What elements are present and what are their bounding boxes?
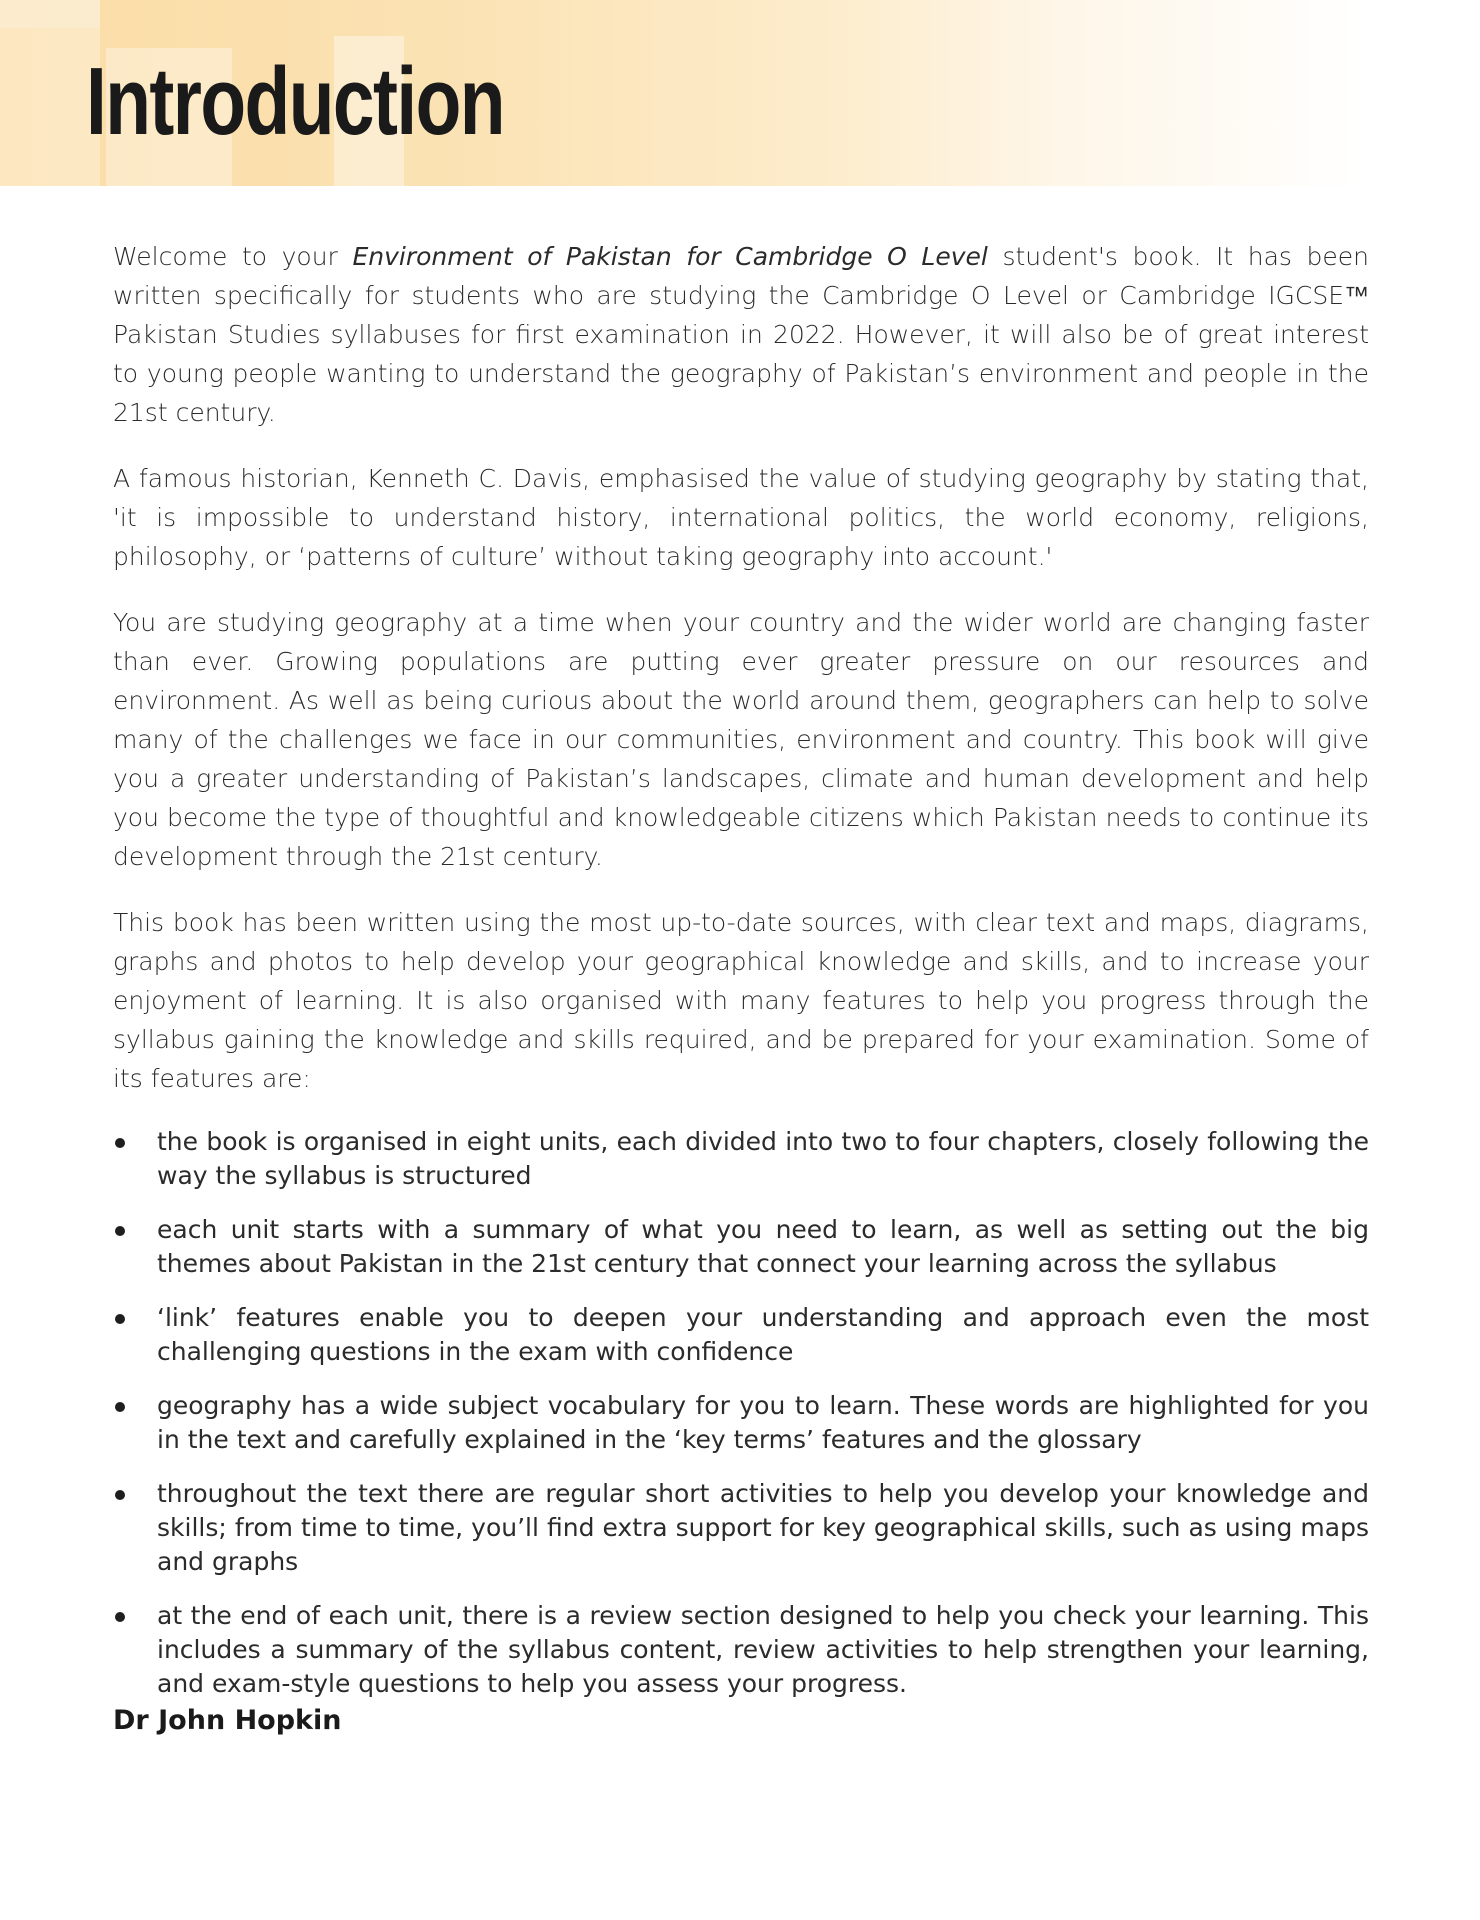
feature-text: ‘link’ features enable you to deepen your understanding and approach even the most challenging questions in the exam with confidence xyxy=(157,1303,1369,1366)
bullet-icon xyxy=(115,1402,125,1412)
intro-text: Welcome to your xyxy=(113,242,353,271)
feature-text: each unit starts with a summary of what you need to learn, as well as setting out the big themes about Pakistan in the 21st century that connect your learning across the syllabus xyxy=(157,1215,1369,1278)
feature-text: geography has a wide subject vocabulary for you to learn. These words are highlighted for you in the text and carefully explained in the ‘key terms’ features and the glossary xyxy=(157,1391,1369,1454)
bullet-icon xyxy=(115,1612,125,1622)
bullet-icon xyxy=(115,1314,125,1324)
bullet-icon xyxy=(115,1138,125,1148)
feature-text: at the end of each unit, there is a review section designed to help you check your learning. This includes a summary of the syllabus content, review activities to help strengthen your learning, and exam-style questions to help you assess your progress. xyxy=(157,1601,1369,1698)
author-signature: Dr John Hopkin xyxy=(113,1705,342,1736)
header-decoration-block xyxy=(0,0,100,28)
features-list-item xyxy=(113,1125,1369,1193)
bullet-icon xyxy=(115,1490,125,1500)
features-list xyxy=(113,1125,1369,1701)
intro-paragraph-4: This book has been written using the most up-to-date sources, with clear text and maps, diagrams, graphs and photos to help develop your geographical knowledge and skills, and to increase your enjoyment of learning. It is also organised with many features to help you progress through the syllabus gaining the knowledge and skills required, and be prepared for your examination. Some of its features are: xyxy=(113,908,1369,1093)
intro-body xyxy=(113,237,1369,1721)
book-title: Environment of Pakistan for Cambridge O Level xyxy=(352,242,988,271)
feature-text: the book is organised in eight units, each divided into two to four chapters, closely following the way the syllabus is structured xyxy=(157,1127,1369,1190)
intro-paragraph-1 xyxy=(113,237,1369,432)
header-band xyxy=(0,0,1480,186)
features-list-item xyxy=(113,1599,1369,1701)
page-title: Introduction xyxy=(86,48,504,155)
intro-paragraph-2: A famous historian, Kenneth C. Davis, emphasised the value of studying geography by stating that, 'it is impossible to understand history, international politics, the world economy, religions, philosophy, or ‘patterns of culture’ without taking geography into account.' xyxy=(113,464,1369,571)
features-list-item xyxy=(113,1301,1369,1369)
features-list-item xyxy=(113,1389,1369,1457)
feature-text: throughout the text there are regular short activities to help you develop your knowledge and skills; from time to time, you’ll find extra support for key geographical skills, such as using maps and graphs xyxy=(157,1479,1369,1576)
bullet-icon xyxy=(115,1226,125,1236)
features-list-item xyxy=(113,1213,1369,1281)
features-list-item xyxy=(113,1477,1369,1579)
intro-text: student's book. It has been written specifically for students who are studying the Cambridge O Level or Cambridge IGCSE™ Pakistan Studies syllabuses for first examination in 2022. However, it will also be of great interest to young people wanting to understand the geography of Pakistan’s environment and people in the 21st century. xyxy=(113,242,1369,427)
intro-paragraph-3: You are studying geography at a time when your country and the wider world are changing faster than ever. Growing populations are putting ever greater pressure on our resources and environment. As well as being curious about the world around them, geographers can help to solve many of the challenges we face in our communities, environment and country. This book will give you a greater understanding of Pakistan’s landscapes, climate and human development and help you become the type of thoughtful and knowledgeable citizens which Pakistan needs to continue its development through the 21st century. xyxy=(113,608,1369,871)
